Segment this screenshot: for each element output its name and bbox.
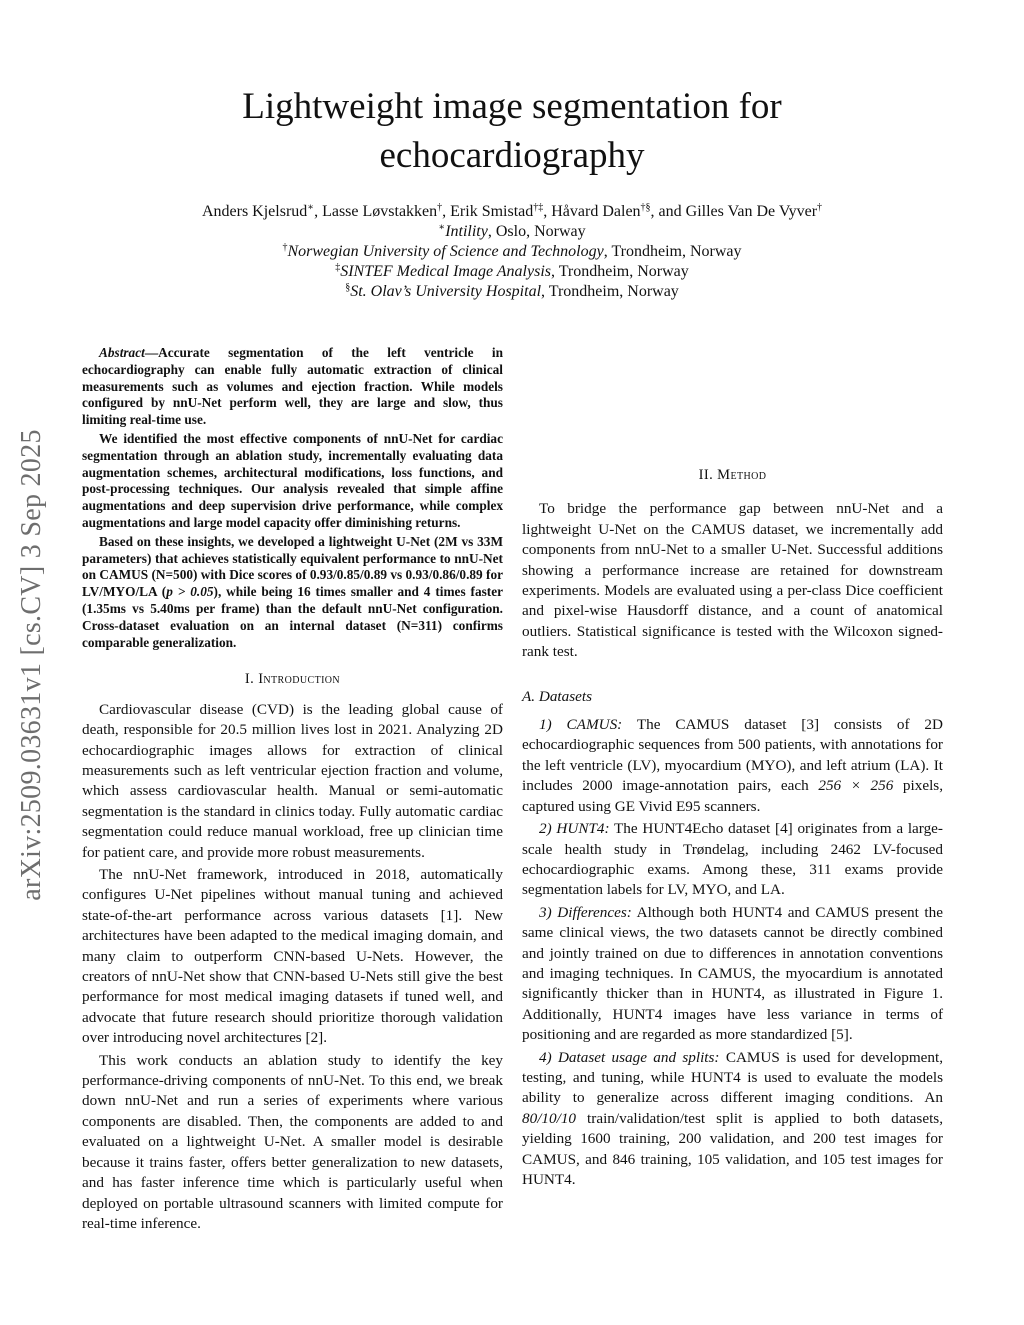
affiliation-line: ‡SINTEF Medical Image Analysis, Trondheim, Norway [335, 262, 689, 280]
author-mark: †‡ [533, 202, 544, 213]
arxiv-sidebar-stamp [2, 365, 62, 965]
affiliation-org: Norwegian University of Science and Technology [287, 243, 604, 260]
affiliation-org: St. Olav’s University Hospital [350, 283, 542, 300]
arxiv-identifier: arXiv:2509.03631v1 [cs.CV] 3 Sep 2025 [16, 429, 47, 901]
abstract-paragraph: Abstract—Accurate segmentation of the left ventricle in echocardiography can enable fully automatic extraction of clinical measurements such as volumes and ejection fraction. While models configured by nnU-Net perform well, they are large and slow, thus limiting real-time use. [82, 345, 503, 428]
title-line-2: echocardiography [379, 135, 645, 176]
author-mark: † [437, 202, 443, 213]
affiliation-line: §St. Olav’s University Hospital, Trondheim, Norway [345, 282, 679, 300]
method-paragraph: To bridge the performance gap between nnU-Net and a lightweight U-Net on the CAMUS dataset, we incrementally add components from nnU-Net to a smaller U-Net. Successful additions showing a performance increase are retained for downstream experiments. Models are evaluated using a per-class Dice coefficient and pixel-wise Hausdorff distance, and a count of anatomical outliers. Statistical significance is tested with the Wilcoxon signed-rank test. [522, 500, 943, 661]
abstract-paragraph: We identified the most effective components of nnU-Net for cardiac segmentation through an ablation study, incrementally evaluating data augmentation schemes, architectural modifications, loss functions, and post-processing techniques. Our analysis revealed that simple affine augmentations and deep supervision drive performance, while complex augmentations and large model capacity offer diminishing returns. [82, 430, 503, 530]
author-name: Anders Kjelsrud [201, 203, 308, 220]
author-name: Lasse Løvstakken [322, 203, 438, 220]
right-column [522, 345, 943, 1192]
abstract-paragraph: Based on these insights, we developed a lightweight U-Net (2M vs 33M parameters) that achieves statistically equivalent performance to nnU-Net on CAMUS (N=500) with Dice scores of 0.93/0.85/0.89 vs 0.93/0.86/0.89 for LV/MYO/LA (p > 0.05), while being 16 times smaller and 4 times faster (1.35ms vs 5.40ms per frame) than the default nnU-Net configuration. Cross-dataset evaluation on an internal dataset (N=311) confirms comparable generalization. [82, 533, 504, 650]
paper-title [0, 82, 1024, 180]
section-heading-introduction: I. Introduction [244, 671, 341, 688]
intro-paragraph: This work conducts an ablation study to identify the key performance-driving components of nnU-Net. To this end, we break down nnU-Net and run a series of experiments where various components are disabled. Then, the components are added to and evaluated on a lightweight U-Net. A smaller model is desirable because it trains faster, offers better generalization to new datasets, and has faster inference time which is particularly useful when deployed on portable ultrasound scanners with limited compute for real-time inference. [82, 1051, 503, 1232]
section-heading-method: II. Method [698, 467, 767, 483]
math-inline: 256 × 256 [818, 777, 894, 795]
author-block [0, 202, 1024, 302]
author-list: Anders Kjelsrud∗, Lasse Løvstakken†, Erik Smistad†‡, Håvard Dalen†§, and Gilles Van De Vyver† [201, 202, 823, 220]
author-name: Gilles Van De Vyver [685, 203, 818, 220]
author-name: Erik Smistad [450, 203, 534, 220]
left-column [82, 345, 503, 1236]
subsection-heading-datasets: A. Datasets [522, 687, 593, 705]
hunt4-paragraph: 2) HUNT4: The HUNT4Echo dataset [4] originates from a large-scale health study in Trøndelag, including 2462 LV-focused echocardiographic exams. Among these, 311 exams provide segmentation labels for LV, MYO, and LA. [522, 820, 943, 899]
math-inline: p > 0.05 [166, 584, 214, 600]
author-mark: ∗ [307, 202, 315, 213]
affiliation-org: Intility [445, 223, 488, 240]
affiliation-org: SINTEF Medical Image Analysis [340, 263, 551, 280]
abstract [82, 345, 503, 651]
math-inline: 80/10/10 [522, 1109, 577, 1127]
camus-paragraph: 1) CAMUS: The CAMUS dataset [3] consists of 2D echocardiographic sequences from 500 patients, with annotations for the left ventricle (LV), myocardium (MYO), and left atrium (LA). It includes 2000 image-annotation pairs, each 256 × 256 pixels, captured using GE Vivid E95 scanners. [522, 716, 944, 815]
intro-paragraph: The nnU-Net framework, introduced in 2018, automatically configures U-Net pipelines without manual tuning and achieved state-of-the-art performance across various datasets [1]. New architectures have been adapted to the medical imaging domain, and many claim to outperform CNN-based U-Nets. However, the creators of nnU-Net show that CNN-based U-Nets still give the best performance for most medical imaging datasets if tuned well, and advocate that future research should prioritize thorough validation over introducing novel architectures [2]. [82, 866, 503, 1047]
affiliation-line: †Norwegian University of Science and Technology, Trondheim, Norway [282, 242, 742, 260]
intro-paragraph: Cardiovascular disease (CVD) is the leading global cause of death, responsible for 20.5 million lives lost in 2021. Analyzing 2D echocardiographic images allows for extraction of clinical measurements such as left ventricular ejection fraction and volume, which assess cardiovascular health. Manual or semi-automatic segmentation is the standard in clinics today. Fully automatic cardiac segmentation could reduce manual workload, free up clinician time for patient care, and provide more robust measurements. [82, 700, 503, 861]
author-mark: †§ [640, 202, 651, 213]
affiliation-line: ∗Intility, Oslo, Norway [438, 222, 586, 240]
abstract-label: Abstract [99, 345, 145, 360]
splits-paragraph: 4) Dataset usage and splits: CAMUS is used for development, testing, and tuning, while HUNT4 is used to evaluate the models ability to generalize across different imaging conditions. An 80/10/10 train/validation/test split is applied to both datasets, yielding 1600 training, 200 validation, and 200 test images for CAMUS, and 846 training, 105 validation, and 105 test images for HUNT4. [522, 1048, 943, 1188]
title-line-1: Lightweight image segmentation for [242, 86, 782, 127]
differences-paragraph: 3) Differences: Although both HUNT4 and CAMUS present the same clinical views, the two datasets cannot be directly combined and jointly trained on due to differences in annotation conventions and imaging techniques. In CAMUS, the myocardium is annotated significantly thicker than in HUNT4, as illustrated in Figure 1. Additionally, HUNT4 images have less variance in terms of positioning and are regarded as more standardized [5]. [522, 903, 943, 1044]
author-mark: † [817, 202, 823, 213]
author-name: Håvard Dalen [551, 203, 641, 220]
